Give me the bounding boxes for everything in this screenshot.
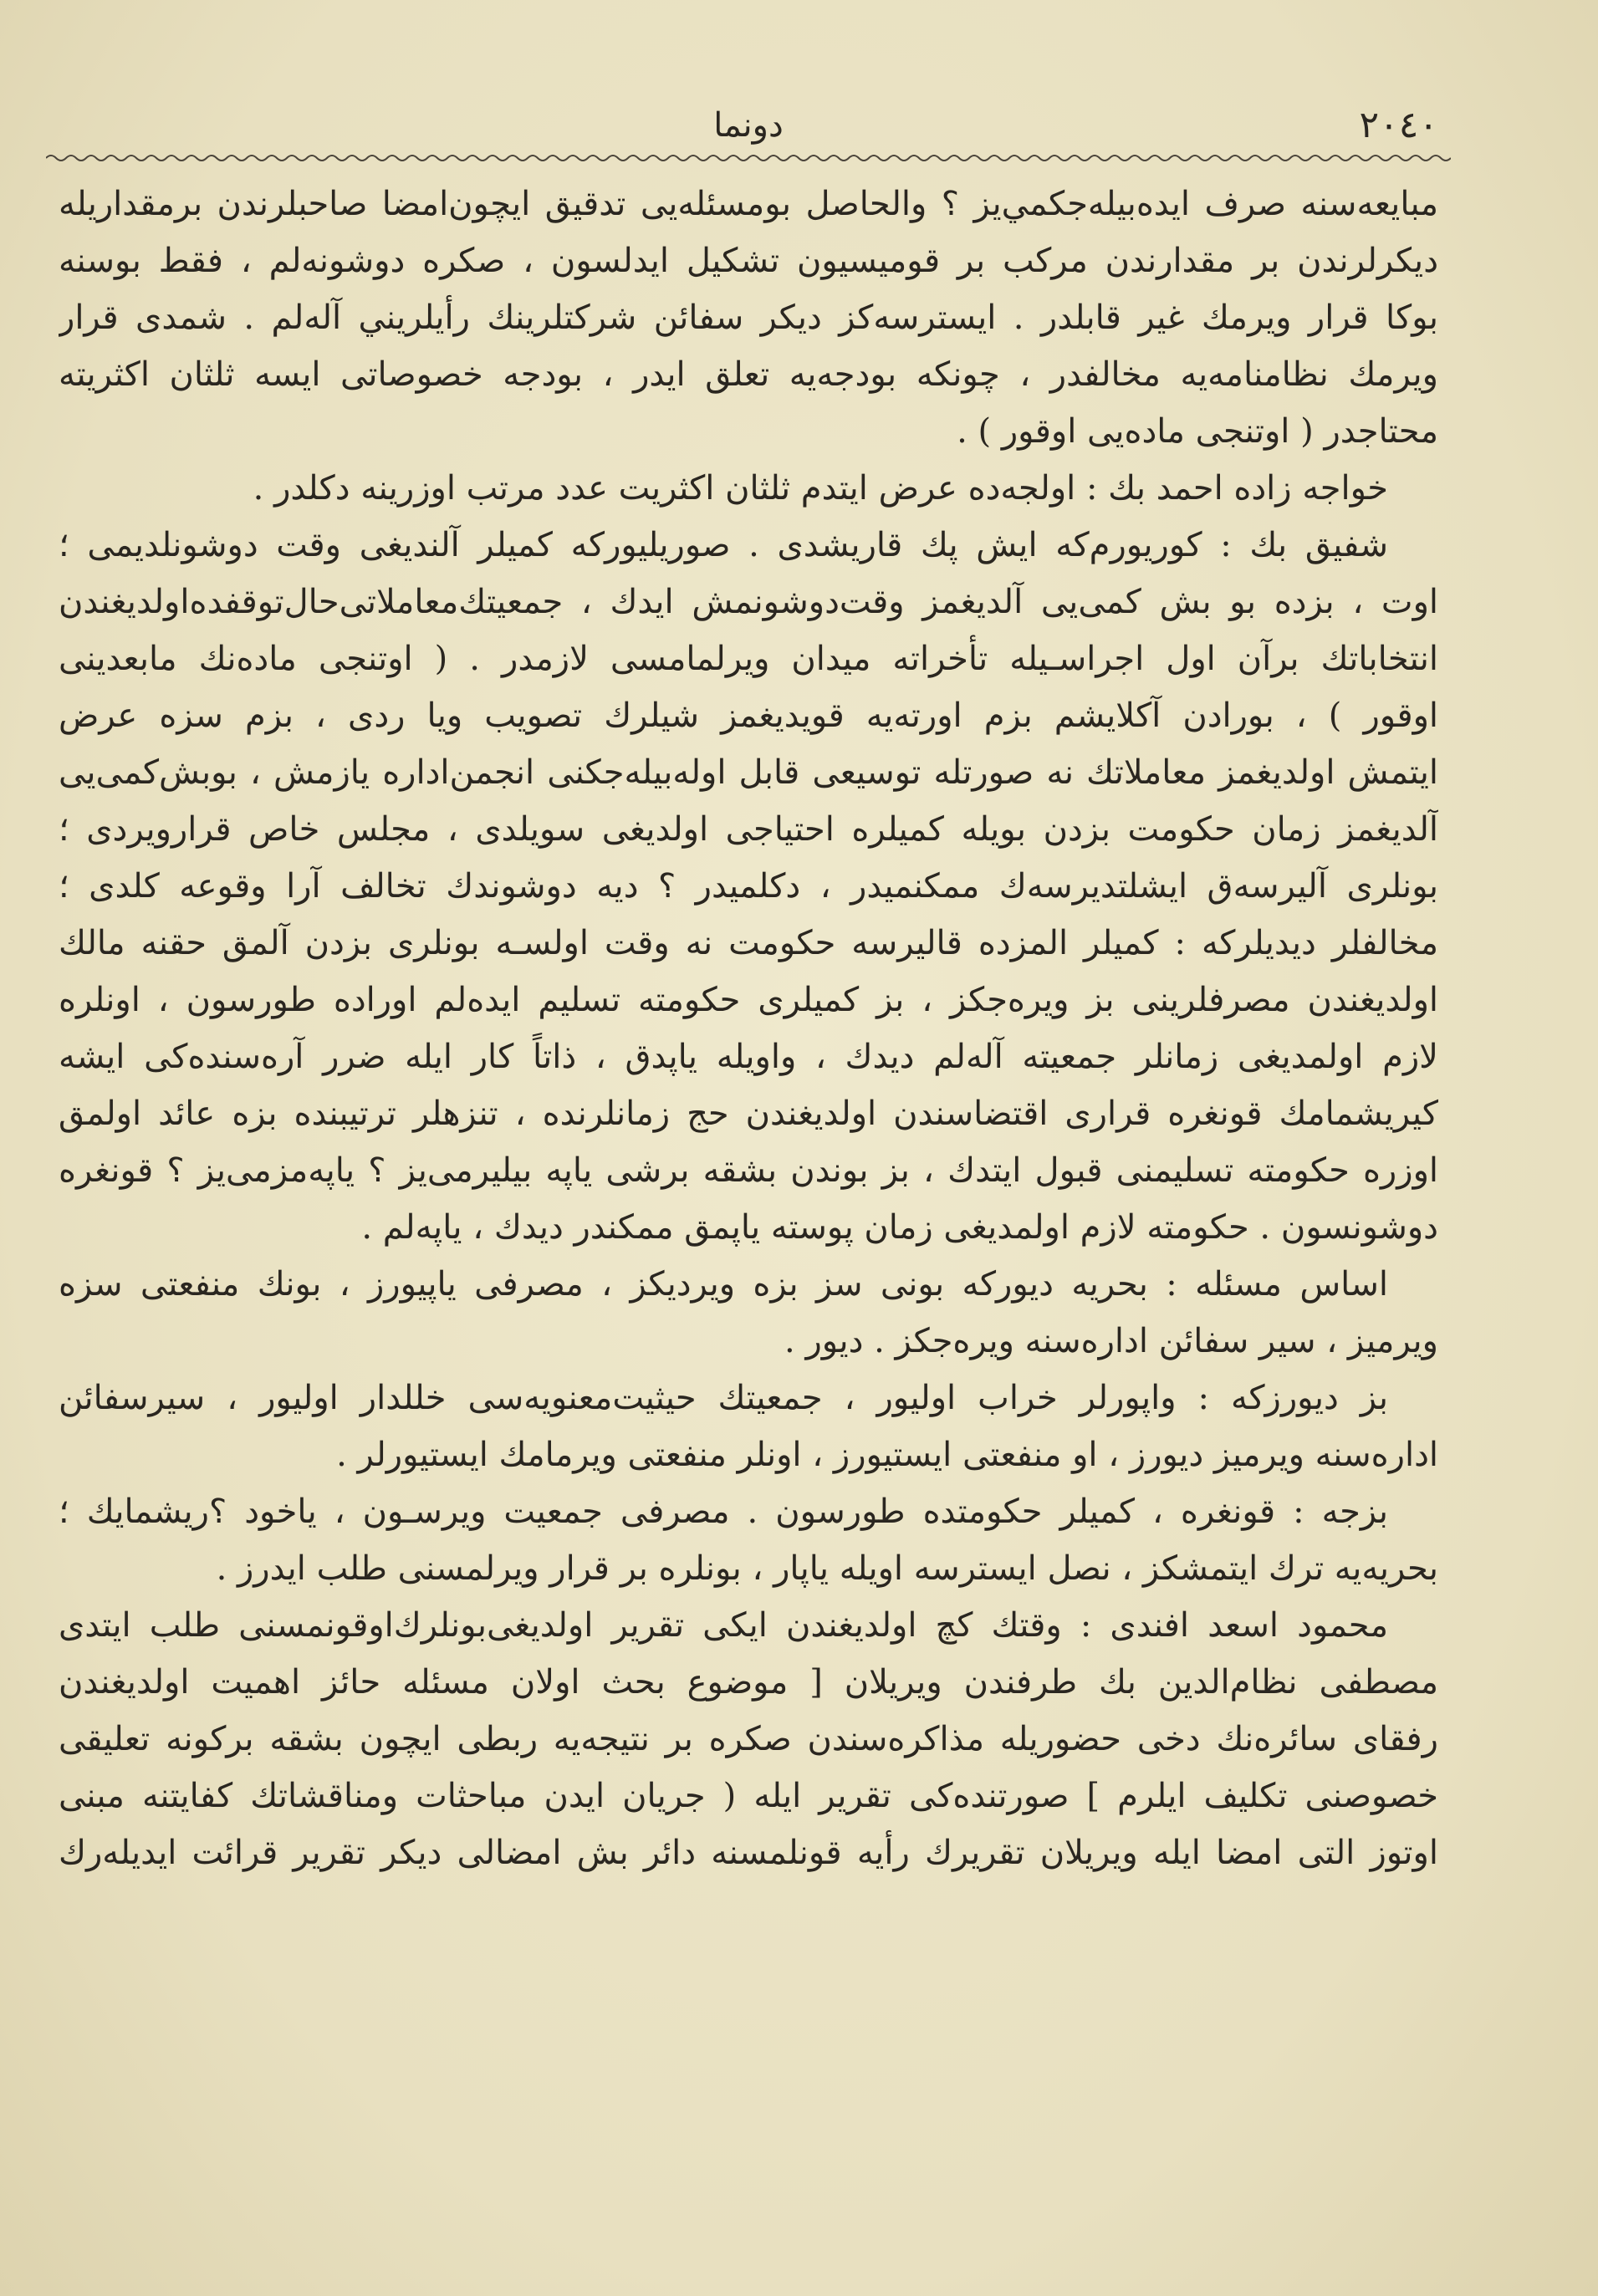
text-line: محتاجدر ( اوتنجى ماده‌يى اوقور ) . [957,412,1438,451]
running-head [59,100,1438,151]
text-line: بزجه : قونغره ، كميلر حكومتده طورسون . مصرفى جمعيت ويرسـون ، ياخود ؟ريشمايك ؛ [59,1492,1388,1531]
text-line: ويرمك نظامنامه‌يه مخالفدر ، چونكه بودجه‌يه تعلق ايدر ، بودجه خصوصاتى ايسه ثلثان اكثريته [59,355,1438,394]
text-line: اساس مسئله : بحريه ديوركه بونى سز بزه ويرديكز ، مصرفى ياپيورز ، بونك منفعتى سزه [59,1265,1388,1304]
text-line: رفقاى سائره‌نك دخى حضوريله مذاكره‌سندن صكره بر نتيجه‌يه ربطى ايچون بشقه بركونه تعليقى [59,1720,1438,1758]
text-line: لازم اولمديغى زمانلر جمعيته آله‌لم ديدك ، واويله ياپدق ، ذاتاً كار ايله ضرر آره‌سنده‌كى ايشه [59,1038,1438,1076]
text-line: اوت ، بزده بو بش كمى‌يى آلديغمز وقت‌دوشونمش ايدك ، جمعيتك‌معاملاتى‌حال‌توقفده‌اولديغندن [59,583,1438,621]
text-line: اوزره حكومته تسليمنى قبول ايتدك ، بز بوندن بشقه برشى ياپه بيليرمى‌يز ؟ ياپه‌مزمى‌يز ؟ قونغره [59,1151,1438,1190]
text-line: بحريه‌يه ترك ايتمشكز ، نصل ايسترسه اويله ياپار ، بونلره بر قرار ويرلمسنى طلب ايدرز . [216,1549,1438,1588]
body-text [59,176,1438,1881]
text-line: ايتمش اولديغمز معاملاتك نه صورتله توسيعى قابل اوله‌بيله‌جكنى انجمن‌اداره يازمش ، بوبش‌كمى‌يى [59,753,1438,792]
text-line: انتخاباتك برآن اول اجراسـيله تأخراته ميدان ويرلمامسى لازمدر . ( اوتنجى ماده‌نك مابعدينى [59,640,1438,678]
text-line: محمود اسعد افندى : وقتك كچ اولديغندن ايكى تقرير اولديغى‌بونلرك‌اوقونمسنى طلب ايتدى [59,1606,1388,1645]
text-line: شفيق بك : كوريورم‌كه ايش پك قاريشدى . صوريليوركه كميلر آلنديغى وقت دوشونلديمى ؛ [59,526,1388,564]
text-line: ديكرلرندن بر مقدارندن مركب بر قوميسيون تشكيل ايدلسون ، صكره دوشونه‌لم ، فقط بوسنه [59,242,1438,280]
text-line: اولديغندن مصرفلرينى بز ويره‌جكز ، بز كميلرى حكومته تسليم ايده‌لم اوراده طورسون ، اونلره [59,981,1438,1019]
text-line: اداره‌سنه ويرميز ديورز ، او منفعتى ايستيورز ، اونلر منفعتى ويرمامك ايستيورلر . [336,1436,1438,1474]
text-line: بونلرى آليرسه‌ق ايشلتديرسه‌ك ممكنميدر ، دكلميدر ؟ ديه دوشوندك تخالف آرا وقوعه كلدى ؛ [59,867,1438,906]
page-title: دونما [713,106,784,145]
text-line: مخالفلر ديديلركه : كميلر المزده قاليرسه حكومت نه وقت اولسـه بونلرى بزدن آلمق حقنه مالك [59,924,1438,962]
page-number: ٢٠٤٠ [1359,104,1438,146]
text-line: مصطفى نظام‌الدين بك طرفندن ويريلان [ موضوع بحث اولان مسئله حائز اهميت اولديغندن [59,1663,1438,1702]
text-line: مبايعه‌سنه صرف ايده‌بيله‌جكمي‌يز ؟ والحاصل بومسئله‌يى تدقيق ايچون‌امضا صاحبلرندن برمقداريله [59,185,1438,223]
text-line: بوكا قرار ويرمك غير قابلدر . ايسترسه‌كز ديكر سفائن شركتلرينك رأيلريني آله‌لم . شمدى قرار [59,298,1438,337]
text-line: خصوصنى تكليف ايلرم ] صورتنده‌كى تقرير ايله ( جريان ايدن مباحثات ومناقشاتك كفايتنه مبنى [59,1777,1438,1815]
text-line: خواجه زاده احمد بك : اولجه‌ده عرض ايتدم ثلثان اكثريت عدد مرتب اوزرينه دكلدر . [253,469,1388,508]
text-line: ويرميز ، سير سفائن اداره‌سنه ويره‌جكز . ديور . [784,1322,1438,1360]
header-rule [46,152,1451,164]
text-line: اوتوز التى امضا ايله ويريلان تقريرك رأيه قونلمسنه دائر بش امضالى ديكر تقرير قرائت ايديله‌رك [59,1834,1438,1872]
text-line: بز ديورزكه : واپورلر خراب اوليور ، جمعيتك حيثيت‌معنويه‌سى خللدار اوليور ، سيرسفائن [59,1379,1388,1417]
text-line: آلديغمز زمان حكومت بزدن بويله كميلره احتياجى اولديغى سويلدى ، مجلس خاص قرارويردى ؛ [59,810,1438,849]
text-line: اوقور ) ، بورادن آكلايشم بزم اورته‌يه قويديغمز شيلرك تصويب ويا ردى ، بزم سزه عرض [59,696,1438,735]
text-line: دوشونسون . حكومته لازم اولمديغى زمان پوسته ياپمق ممكندر ديدك ، ياپه‌لم . [361,1208,1438,1247]
text-line: كيريشمامك قونغره قرارى اقتضاسندن اولديغندن حج زمانلرنده ، تنزهلر ترتيبنده بزه عائد اولمق [59,1094,1438,1133]
